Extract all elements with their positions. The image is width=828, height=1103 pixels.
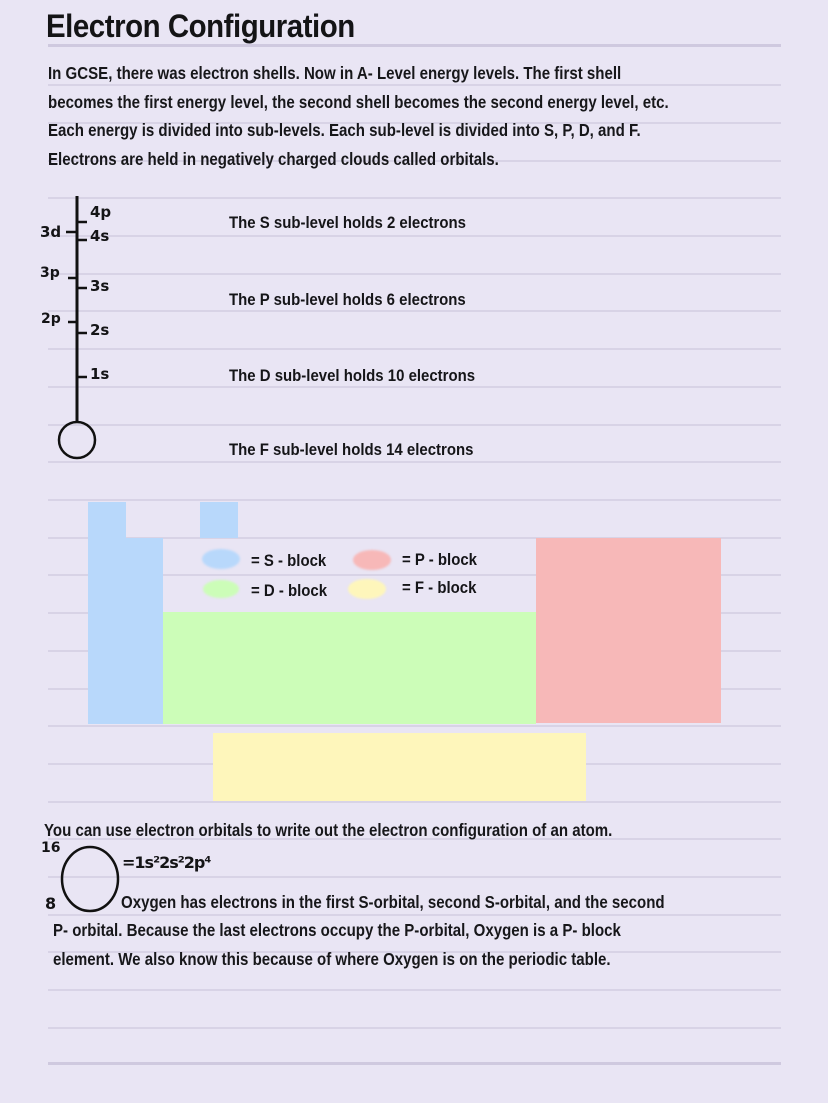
page-title: Electron Configuration — [46, 8, 355, 44]
d-block-swatch — [203, 580, 239, 598]
s-block-column-1 — [88, 502, 126, 724]
s-block-column-2 — [126, 538, 163, 724]
d-block-legend-label: = D - block — [251, 581, 328, 600]
rule-line — [48, 1062, 781, 1065]
rule-line — [48, 499, 781, 501]
explanation-line: P- orbital. Because the last electrons occupy the P-orbital, Oxygen is a P- block — [53, 920, 621, 940]
d-block — [163, 612, 536, 724]
p-block-swatch — [353, 550, 391, 570]
level-label-3p: 3p — [40, 265, 60, 281]
intro-line: In GCSE, there was electron shells. Now in A- Level energy levels. The first shell — [48, 63, 622, 83]
intro-line: Electrons are held in negatively charged clouds called orbitals. — [48, 149, 499, 169]
rule-line — [48, 1027, 781, 1029]
p-block — [536, 538, 721, 723]
intro-line: becomes the first energy level, the second shell becomes the second energy level, etc. — [48, 92, 669, 112]
level-label-3d: 3d — [40, 223, 62, 241]
rule-line — [48, 914, 781, 916]
f-block-swatch — [348, 579, 386, 599]
level-label-2s: 2s — [90, 321, 110, 339]
level-label-4p: 4p — [90, 203, 112, 221]
explanation-line: element. We also know this because of where Oxygen is on the periodic table. — [53, 949, 611, 969]
p-block-legend-label: = P - block — [402, 550, 477, 569]
rule-line — [48, 801, 781, 803]
level-label-3s: 3s — [90, 277, 110, 295]
intro-line: Each energy is divided into sub-levels. Each sub-level is divided into S, P, D, and F. — [48, 120, 641, 140]
s-block-helium — [200, 502, 238, 538]
electron-configuration: =1s²2s²2p⁴ — [122, 853, 211, 872]
level-label-4s: 4s — [90, 227, 110, 245]
sublevel-p-text: The P sub-level holds 6 electrons — [229, 290, 466, 309]
rule-line — [48, 989, 781, 991]
rule-line — [48, 725, 781, 727]
f-block-legend-label: = F - block — [402, 578, 477, 597]
atomic-number: 8 — [45, 894, 57, 913]
sublevel-d-text: The D sub-level holds 10 electrons — [229, 366, 476, 385]
example-intro: You can use electron orbitals to write out the electron configuration of an atom. — [44, 820, 613, 840]
oxygen-symbol-icon — [55, 842, 125, 917]
mass-number: 16 — [41, 840, 61, 856]
s-block-legend-label: = S - block — [251, 551, 327, 570]
s-block-swatch — [202, 549, 240, 569]
rule-line — [48, 876, 781, 878]
sublevel-s-text: The S sub-level holds 2 electrons — [229, 213, 466, 232]
f-block — [213, 733, 586, 801]
sublevel-f-text: The F sub-level holds 14 electrons — [229, 440, 474, 459]
level-label-2p: 2p — [41, 311, 61, 327]
level-label-1s: 1s — [90, 365, 110, 383]
explanation-line: Oxygen has electrons in the first S-orbital, second S-orbital, and the second — [121, 892, 665, 912]
